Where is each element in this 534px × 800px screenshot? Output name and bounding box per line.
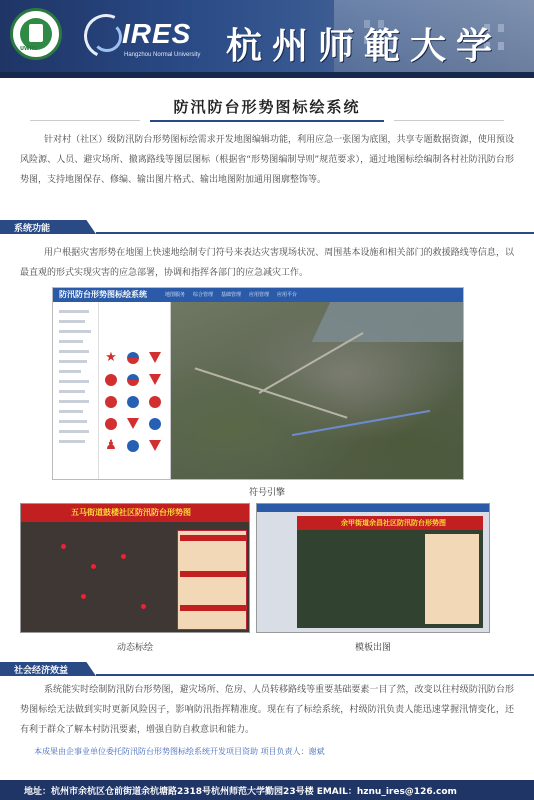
uwrc-label: UWRC — [20, 46, 38, 52]
section-header-benefit — [0, 662, 534, 676]
footer-address: 地址：杭州市余杭区仓前街道余杭塘路2318号杭州师范大学勤园23号楼 EMAIL：hznu_ires@126.com — [24, 787, 457, 797]
symbol-engine-screenshot — [52, 287, 464, 480]
triangle-symbol-icon — [149, 440, 161, 451]
triangle-symbol-icon — [149, 374, 161, 385]
risk-marker — [91, 564, 96, 569]
intro-paragraph: 针对村（社区）级防汛防台形势图标绘需求开发地图编辑功能，利用应急一张图为底图，共享专题数据资源，使用预设风险源、人员、避灾场所、撤离路线等图层图标（根据省“形势图编制导则”规范要求），通过地图标绘编制各村社防汛防台形势图，支持地图保存、修编、输出图片格式、输出地图附加通用图廓整饰等。 — [20, 135, 514, 185]
ires-logo: IRES — [122, 18, 192, 49]
divider — [394, 120, 504, 121]
app-toolbar — [53, 288, 463, 302]
risk-marker — [141, 604, 146, 609]
map-preview — [297, 516, 483, 628]
footer-bar — [0, 780, 534, 800]
header-banner — [0, 0, 534, 78]
title-underline — [150, 120, 384, 122]
risk-marker — [81, 594, 86, 599]
menu-item: 地图服务 — [165, 292, 186, 298]
caption-dynamic-plotting: 动态标绘 — [116, 643, 153, 653]
uwrc-logo — [10, 8, 62, 60]
circle-symbol-icon — [149, 396, 161, 408]
function-paragraph: 用户根据灾害形势在地图上快速地绘制专门符号来表达灾害现场状况、周围基本设施和相关部门的救援路线等信息，以最直观的形式实现灾害的应急部署，协调和指挥各部门的应急减灾工作。 — [20, 248, 514, 278]
info-panel — [425, 534, 479, 624]
section-title: 系统功能 — [14, 224, 51, 234]
circle-symbol-icon — [105, 396, 117, 408]
template-output-screenshot — [256, 503, 490, 633]
blue-circle-symbol-icon — [127, 396, 139, 408]
risk-marker — [121, 554, 126, 559]
caption-symbol-engine: 符号引擎 — [248, 488, 285, 498]
app-title: 防汛防台形势图标绘系统 — [59, 290, 147, 299]
section-title: 社会经济效益 — [14, 666, 69, 676]
menu-item: 应用管理 — [249, 292, 270, 298]
menu-item: 综合管理 — [193, 292, 214, 298]
caption-template-output: 模板出图 — [354, 643, 391, 653]
half-circle-symbol-icon — [127, 374, 139, 386]
benefit-paragraph: 系统能实时绘制防汛防台形势图，避灾场所、危房、人员转移路线等重要基础要素一目了然，改变以往村级防汛防台形势图标绘无法做到实时更新风险因子，影响防汛指挥精准度。现在有了标绘系统，村级防汛负责人能迅速掌握汛情变化，还有利于群众了解本村防汛要素，增强自防自救意识和能力。 — [20, 685, 514, 735]
menu-item: 基础管理 — [221, 292, 242, 298]
symbol-palette — [99, 302, 171, 480]
map-title: 余甲街道余昌社区防汛防台形势图 — [341, 519, 446, 527]
anchor-symbol-icon — [127, 440, 139, 452]
road — [195, 367, 348, 418]
funding-credit: 本成果由企事业单位委托防汛防台形势图标绘系统开发项目资助 项目负责人：谢斌 — [34, 747, 325, 756]
divider — [30, 120, 140, 121]
section-header-function — [0, 220, 534, 234]
triangle-symbol-icon — [127, 418, 139, 429]
header-stripe — [0, 72, 534, 78]
university-name: 杭州师範大学 — [226, 25, 503, 67]
layer-tree-panel — [53, 302, 99, 480]
half-circle-symbol-icon — [127, 352, 139, 364]
person-symbol-icon: ♟ — [105, 438, 117, 453]
triangle-symbol-icon — [149, 352, 161, 363]
map-header — [297, 516, 483, 530]
page-title: 防汛防台形势图标绘系统 — [173, 98, 361, 116]
map-header — [21, 504, 249, 522]
river — [312, 302, 464, 342]
risk-marker — [61, 544, 66, 549]
circle-symbol-icon — [105, 418, 117, 430]
evacuation-route — [292, 410, 430, 436]
menu-item: 应用平台 — [277, 292, 298, 298]
circle-symbol-icon — [105, 374, 117, 386]
info-panel — [177, 530, 247, 630]
star-symbol-icon: ★ — [105, 350, 117, 365]
blue-circle-symbol-icon — [149, 418, 161, 430]
ires-swirl-inner-icon — [92, 22, 122, 52]
map-title: 五马街道鼓楼社区防汛防台形势图 — [71, 508, 191, 517]
ires-subtitle: Hangzhou Normal University — [124, 52, 201, 58]
dynamic-plotting-screenshot — [20, 503, 250, 633]
satellite-map[interactable] — [171, 302, 464, 480]
app-toolbar — [257, 504, 489, 512]
